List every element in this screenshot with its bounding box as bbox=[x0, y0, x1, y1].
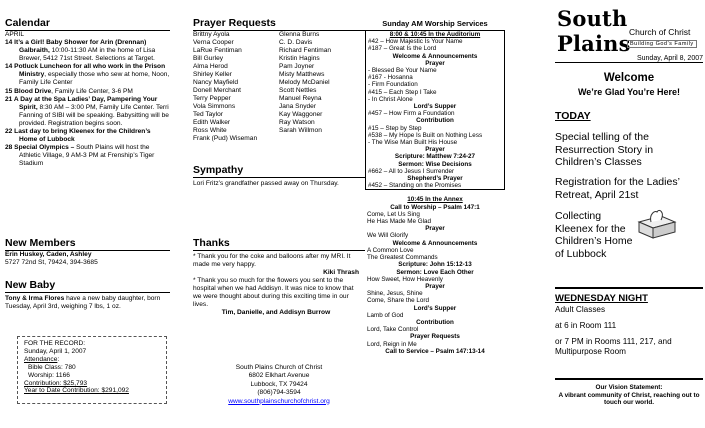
prayer-name: LaRue Fentiman bbox=[193, 47, 242, 54]
church-url-link[interactable]: www.southplainschurchofchrist.org bbox=[228, 397, 330, 405]
thanks-block bbox=[193, 253, 359, 317]
service-section: Scripture: Matthew 7:24-27 bbox=[394, 153, 476, 161]
service-song: We Will Glorify bbox=[367, 232, 409, 240]
event-details: South Plains will host the Athletic Village, 9 AM-3 PM at Frenship’s Tiger Stadium bbox=[19, 144, 155, 168]
attendance-label: Attendance bbox=[24, 355, 58, 363]
vision-text: A vibrant community of Christ, reaching out to touch our world. bbox=[558, 391, 700, 407]
tissue-box-icon bbox=[635, 208, 677, 240]
service-song: #457 – How Firm a Foundation bbox=[368, 110, 455, 118]
service-song: Lamb of God bbox=[367, 311, 404, 319]
service-song: #167 - Hosanna bbox=[368, 74, 413, 82]
service-section: Shepherd’s Prayer bbox=[407, 175, 463, 183]
service-song: - In Christ Alone bbox=[368, 95, 413, 103]
service-section: Sermon: Love Each Other bbox=[396, 268, 474, 276]
calendar-event bbox=[5, 96, 170, 128]
wednesday-heading: WEDNESDAY NIGHT bbox=[555, 293, 648, 304]
service-section: Prayer bbox=[425, 146, 445, 154]
church-phone: (806)794-3594 bbox=[257, 389, 301, 397]
service-song: - Blessed Be Your Name bbox=[368, 67, 437, 75]
event-details: , especially those who sew at home, Noon, Family Life Center bbox=[19, 71, 170, 87]
prayer-list bbox=[193, 31, 365, 143]
thanks-heading: Thanks bbox=[193, 237, 365, 251]
thanks-sign-2: Tim, Danielle, and Addisyn Burrow bbox=[221, 309, 331, 316]
event-title: 14 It’s a Girl! Baby Shower for Arin (Drennan) Galbraith, bbox=[5, 39, 147, 55]
service-song: Come, Let Us Sing bbox=[367, 210, 420, 218]
wed-item-2: at 6 in Room 111 bbox=[555, 321, 617, 330]
thanks-sign-1: Kiki Thrash bbox=[323, 269, 359, 276]
prayer-name: Glenna Burns bbox=[279, 31, 320, 38]
service-song: #15 – Step by Step bbox=[368, 124, 422, 132]
church-address bbox=[193, 364, 365, 406]
middle-column bbox=[193, 0, 365, 405]
event-title: 21 A Day at the Spa Ladies’ Day, Pampering Your Spirit, bbox=[5, 95, 158, 111]
service-song: He Has Made Me Glad bbox=[367, 218, 432, 226]
new-member-name: Erin Huskey, Caden, Ashley bbox=[5, 251, 92, 258]
worship-column bbox=[365, 0, 505, 355]
record-title: FOR THE RECORD: bbox=[24, 340, 86, 347]
service-section: Lord’s Supper bbox=[413, 304, 457, 312]
calendar-list bbox=[5, 39, 170, 169]
bulletin-date: Sunday, April 8, 2007 bbox=[555, 55, 703, 63]
prayer-name: Donell Merchant bbox=[193, 87, 242, 94]
prayer-name: Vola Simmons bbox=[193, 103, 236, 110]
contribution: Contribution: $25,793 bbox=[24, 379, 88, 387]
today-item-3: Collecting Kleenex for the Children’s Home of Lubbock bbox=[555, 210, 633, 260]
prayer-name: Edith Walker bbox=[193, 119, 231, 126]
service-section: Sermon: Wise Decisions bbox=[398, 160, 472, 168]
glad-text: We’re Glad You’re Here! bbox=[577, 87, 681, 97]
prayer-name: Jana Snyder bbox=[279, 103, 317, 110]
prayer-name: Kristin Hagins bbox=[279, 55, 320, 62]
prayer-name: Terry Pepper bbox=[193, 95, 231, 102]
event-title: 15 Blood Drive bbox=[5, 87, 52, 95]
new-baby-heading: New Baby bbox=[5, 279, 170, 293]
new-members-block bbox=[5, 251, 98, 267]
worship-box bbox=[365, 30, 505, 190]
sympathy-text: Lori Fritz’s grandfather passed away on Thursday. bbox=[193, 180, 339, 187]
prayer-name: Melody McDaniel bbox=[279, 79, 330, 86]
service-section: Welcome & Announcements bbox=[392, 239, 478, 247]
prayer-name: Ray Watson bbox=[279, 119, 315, 126]
service-section: Contribution bbox=[416, 117, 454, 125]
prayer-name: Pam Joyner bbox=[279, 63, 315, 70]
service-section: Contribution bbox=[416, 318, 454, 326]
left-column bbox=[5, 0, 170, 310]
vision-title: Our Vision Statement: bbox=[595, 384, 663, 391]
logo-tagline: Building God’s Family bbox=[627, 40, 697, 48]
prayer-name: C. D. Davis bbox=[279, 39, 313, 46]
service-section: Prayer bbox=[425, 225, 445, 233]
service-song: #452 – Standing on the Promises bbox=[368, 182, 462, 190]
church-name: South Plains Church of Christ bbox=[235, 364, 323, 371]
welcome-title: Welcome bbox=[603, 72, 655, 84]
service-song: A Common Love bbox=[367, 246, 414, 254]
service-section: Call to Service – Psalm 147:13-14 bbox=[385, 347, 485, 355]
prayer-name: Shirley Keller bbox=[193, 71, 232, 78]
church-logo bbox=[557, 6, 705, 56]
wed-item-1: Adult Classes bbox=[555, 305, 606, 314]
event-details: 10:00-11:30 AM in the home of Lisa Brewer, 5412 71st Street. Selections at Target. bbox=[19, 47, 156, 63]
prayer-name: Alma Herod bbox=[193, 63, 228, 70]
service-song: #662 – All to Jesus I Surrender bbox=[368, 167, 455, 175]
service-song: How Sweet, How Heavenly bbox=[367, 275, 443, 283]
prayer-name: Manuel Reyna bbox=[279, 95, 322, 102]
vision-block bbox=[555, 384, 703, 407]
record-date: Sunday, April 1, 2007 bbox=[24, 347, 87, 355]
annex-section bbox=[365, 196, 505, 354]
logo-sub: Church of Christ bbox=[629, 27, 691, 37]
calendar-event bbox=[5, 63, 170, 87]
new-baby-block bbox=[5, 295, 165, 311]
bible-class: Bible Class: 780 bbox=[28, 363, 76, 371]
prayer-name: Sarah Willmon bbox=[279, 127, 322, 134]
service-song: - The Wise Man Built His House bbox=[368, 139, 458, 147]
today-item-1: Special telling of the Resurrection Story in Children’s Classes bbox=[555, 131, 654, 168]
service-song: #42 – How Majestic Is Your Name bbox=[368, 38, 463, 46]
sympathy-heading: Sympathy bbox=[193, 164, 365, 178]
service-section: Lord’s Supper bbox=[413, 103, 457, 111]
prayer-name: Frank (Pud) Wiseman bbox=[193, 135, 258, 142]
thanks-note-1: * Thank you for the coke and balloons after my MRI. It made me very happy. bbox=[193, 253, 351, 268]
calendar-event bbox=[5, 88, 170, 96]
calendar-heading: Calendar bbox=[5, 17, 170, 31]
ytd-contribution: Year to Date Contribution: $291,092 bbox=[24, 387, 129, 395]
worship-order bbox=[368, 38, 502, 189]
event-title: 22 Last day to bring Kleenex for the Children’s Home of Lubbock bbox=[5, 128, 151, 144]
prayer-right-col bbox=[279, 31, 365, 143]
prayer-name: Richard Fentiman bbox=[279, 47, 332, 54]
event-details: 8:30 AM – 3:00 PM, Family Life Center. Terri Fanning of SIBI will be speaking. Babysitting will be provided. Registration begins soon. bbox=[19, 103, 169, 127]
event-details: , Family Life Center, 3-6 PM bbox=[51, 87, 133, 95]
service-song: #187 – Great Is the Lord bbox=[368, 45, 437, 53]
prayer-name: Scott Nettles bbox=[279, 87, 317, 94]
prayer-name: Ted Taylor bbox=[193, 111, 223, 118]
calendar-event bbox=[5, 39, 170, 63]
service-song: #415 – Each Step I Take bbox=[368, 88, 437, 96]
prayer-name: Bill Gurley bbox=[193, 55, 224, 62]
prayer-name: Kay Waggoner bbox=[279, 111, 323, 118]
worship-count: Worship: 1166 bbox=[28, 371, 70, 379]
service-song: Lord, Reign in Me bbox=[367, 340, 417, 348]
calendar-event bbox=[5, 128, 170, 144]
service-song: Shine, Jesus, Shine bbox=[367, 290, 423, 298]
calendar-event bbox=[5, 144, 170, 168]
today-heading: TODAY bbox=[555, 110, 591, 122]
service-song: Come, Share the Lord bbox=[367, 297, 429, 305]
service-section: Call to Worship – Psalm 147:1 bbox=[390, 203, 480, 211]
baby-parents: Tony & Irma Flores bbox=[5, 295, 65, 302]
event-title: 14 Potluck Luncheon for all who work in the Prison Ministry bbox=[5, 63, 166, 79]
prayer-name: Brittny Ayola bbox=[193, 31, 230, 38]
service-song: - Firm Foundation bbox=[368, 81, 418, 89]
calendar-month: APRIL bbox=[5, 31, 25, 38]
church-street: 6802 Elkhart Avenue bbox=[248, 372, 310, 380]
church-city: Lubbock, TX 79424 bbox=[250, 380, 308, 388]
prayer-name: Misty Matthews bbox=[279, 71, 325, 78]
baby-text: have a new baby daughter, born Tuesday, April 3rd, weighing 7 lbs, 1 oz. bbox=[5, 295, 161, 310]
service-section: Prayer bbox=[425, 59, 445, 67]
annex-order bbox=[367, 204, 503, 355]
new-members-heading: New Members bbox=[5, 237, 170, 251]
thanks-note-2: * Thank you so much for the flowers you sent to the hospital when we had Addisyn. It was nice to know that we were thought about during this exciting time in our lives. bbox=[193, 277, 354, 308]
wed-item-3: or 7 PM in Rooms 111, 217, and Multipurpose Room bbox=[555, 337, 672, 356]
prayer-name: Verna Cooper bbox=[193, 39, 234, 46]
prayer-name: Ross White bbox=[193, 127, 227, 134]
worship-heading: Sunday AM Worship Services bbox=[382, 19, 488, 28]
service-song: #538 – My Hope Is Built on Nothing Less bbox=[368, 131, 483, 139]
divider-2 bbox=[555, 378, 703, 380]
service-section: Prayer Requests bbox=[410, 333, 460, 341]
service-section: Scripture: John 15:12-13 bbox=[398, 261, 472, 269]
prayer-heading: Prayer Requests bbox=[193, 17, 365, 31]
event-title: 28 Special Olympics – bbox=[5, 144, 75, 152]
divider bbox=[555, 287, 703, 289]
annex-title: 10:45 In the Annex bbox=[407, 196, 463, 204]
prayer-left-col bbox=[193, 31, 279, 143]
service-song: Lord, Take Control bbox=[367, 326, 419, 334]
today-item-2: Registration for the Ladies’ Retreat, April 21st bbox=[555, 176, 680, 201]
worship-box-title: 8:00 & 10:45 In the Auditorium bbox=[389, 31, 481, 38]
service-section: Prayer bbox=[425, 282, 445, 290]
new-member-address: 5727 72nd St, 79424, 394-3685 bbox=[5, 259, 98, 266]
service-section: Welcome & Announcements bbox=[392, 52, 478, 60]
record-box: FOR THE RECORD: Sunday, April 1, 2007 Attendance: Bible Class: 780 Worship: 1166 Contribution: $25,793 Year to Date Contribution: $291,092 bbox=[17, 336, 167, 404]
prayer-name: Nancy Mayfield bbox=[193, 79, 239, 86]
logo-main: South Plains bbox=[557, 6, 631, 56]
service-song: The Greatest Commands bbox=[367, 254, 438, 262]
